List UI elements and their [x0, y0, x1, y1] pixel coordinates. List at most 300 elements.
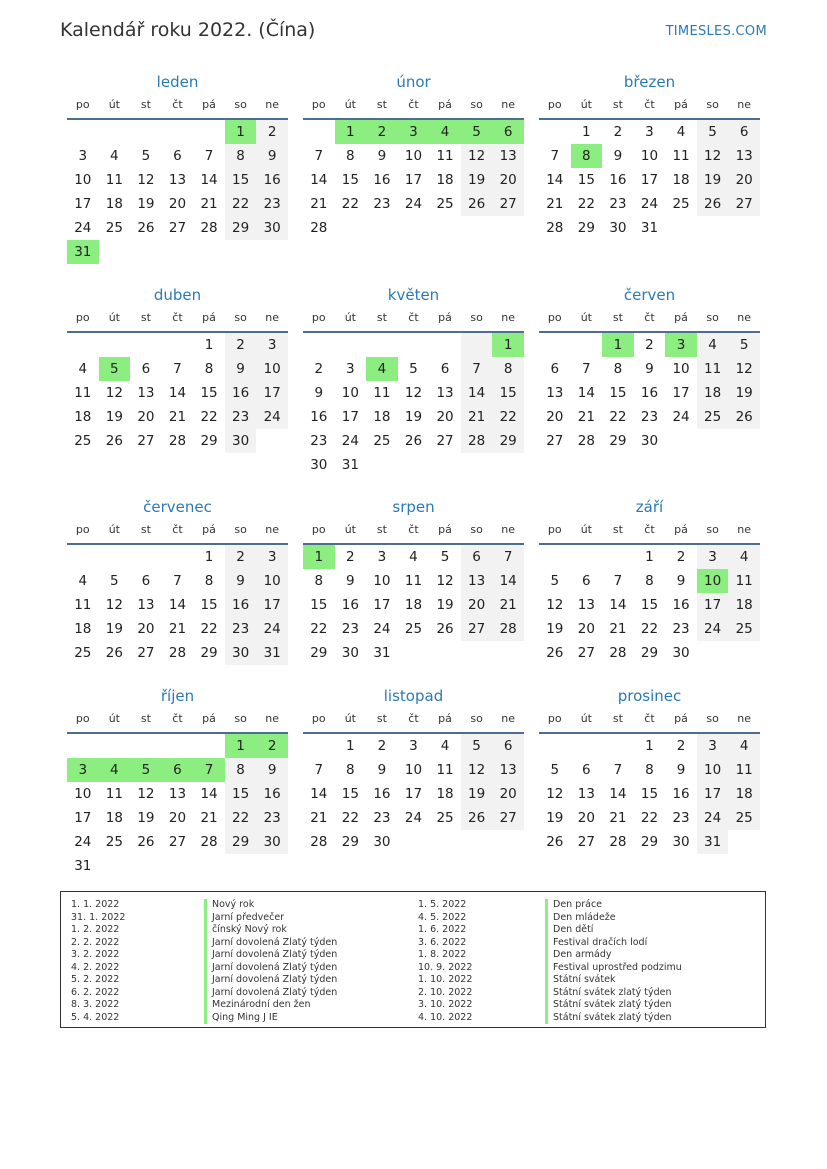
day-cell: 25	[105, 834, 123, 850]
empty-cell	[461, 641, 493, 665]
day-cell: 9	[346, 573, 355, 589]
day-cell: 28	[310, 220, 328, 236]
day-cell: 28	[609, 645, 627, 661]
day-cell: 16	[609, 172, 627, 188]
empty-cell	[193, 854, 225, 878]
weekday-header	[539, 517, 760, 545]
empty-cell	[335, 216, 367, 240]
day-cell: 17	[256, 593, 288, 617]
day-cell: 21	[168, 409, 187, 425]
day-cell: 4	[110, 148, 119, 164]
month-březen	[539, 72, 760, 240]
day-cell: 24	[404, 810, 423, 826]
day-cell: 26	[461, 192, 493, 216]
day-cell: 14	[609, 786, 627, 802]
empty-cell	[539, 734, 571, 758]
empty-cell	[193, 120, 225, 144]
holiday-legend	[60, 891, 766, 1028]
day-cell: 27	[461, 617, 493, 641]
day-cell: 13	[168, 172, 187, 188]
empty-cell	[99, 333, 131, 357]
legend-date: 4. 2. 2022	[71, 961, 120, 973]
day-cell: 12	[105, 385, 123, 401]
day-cell: 26	[137, 834, 155, 850]
day-cell: 2	[225, 333, 257, 357]
weekday-label: čt	[408, 311, 419, 324]
day-cell: 16	[256, 168, 288, 192]
day-cell: 21	[609, 810, 627, 826]
day-cell: 20	[577, 621, 595, 637]
weekday-label: čt	[408, 712, 419, 725]
day-cell: 7	[314, 762, 324, 778]
day-cell: 19	[436, 597, 454, 613]
day-cell: 8	[645, 762, 654, 778]
weekday-label: st	[612, 523, 623, 536]
day-cell: 8	[204, 573, 214, 589]
day-cell: 31	[256, 641, 288, 665]
day-cell: 6	[492, 734, 524, 758]
legend-holiday-name: Qing Ming J IE	[204, 1012, 337, 1025]
day-cell: 5	[99, 357, 131, 381]
month-name: červen	[623, 286, 676, 304]
empty-cell	[130, 734, 162, 758]
day-cell: 31	[697, 830, 729, 854]
day-cell: 15	[609, 385, 627, 401]
day-cell: 4	[409, 549, 418, 565]
weekday-label: so	[706, 712, 719, 725]
day-cell: 14	[577, 385, 595, 401]
weekday-label: po	[547, 523, 562, 536]
day-cell: 14	[492, 569, 524, 593]
day-cell: 3	[409, 738, 418, 754]
day-cell: 21	[546, 196, 564, 212]
weekday-header	[303, 92, 524, 120]
legend-date: 3. 2. 2022	[71, 949, 120, 960]
weekday-label: ne	[501, 712, 516, 725]
day-cell: 8	[645, 573, 654, 589]
day-cell: 7	[173, 361, 182, 377]
empty-cell	[398, 333, 430, 357]
day-cell: 5	[409, 361, 418, 377]
day-cell: 17	[404, 172, 423, 188]
month-prosinec	[539, 686, 760, 854]
day-cell: 3	[697, 734, 729, 758]
weekday-label: pá	[438, 311, 452, 324]
day-cell: 22	[577, 196, 595, 212]
day-cell: 1	[225, 734, 257, 758]
month-únor	[303, 72, 524, 240]
day-cell: 6	[440, 361, 450, 377]
day-cell: 2	[613, 124, 623, 140]
empty-cell	[162, 120, 194, 144]
day-cell: 8	[613, 361, 623, 377]
day-cell: 8	[225, 144, 257, 168]
day-cell: 24	[404, 196, 423, 212]
empty-cell	[99, 240, 131, 264]
weekday-label: út	[344, 98, 356, 111]
day-cell: 18	[436, 786, 454, 802]
day-cell: 20	[492, 782, 524, 806]
empty-cell	[492, 216, 524, 240]
month-duben	[67, 285, 288, 453]
day-cell: 13	[546, 385, 564, 401]
weekday-label: pá	[438, 98, 452, 111]
day-cell: 9	[613, 148, 623, 164]
day-cell: 26	[546, 645, 564, 661]
empty-cell	[461, 333, 493, 357]
day-cell: 9	[676, 573, 686, 589]
weekday-label: út	[580, 712, 592, 725]
day-cell: 18	[74, 409, 92, 425]
empty-cell	[728, 429, 760, 453]
day-cell: 25	[373, 433, 391, 449]
day-cell: 6	[173, 148, 182, 164]
day-cell: 27	[492, 192, 524, 216]
day-cell: 30	[640, 433, 659, 449]
day-cell: 8	[571, 144, 603, 168]
day-cell: 15	[200, 385, 218, 401]
day-cell: 18	[404, 597, 423, 613]
day-cell: 22	[492, 405, 524, 429]
brand-link[interactable]: TIMESLES.COM	[665, 24, 767, 39]
day-cell: 7	[461, 357, 493, 381]
legend-date: 1. 10. 2022	[418, 974, 473, 985]
empty-cell	[256, 429, 288, 453]
month-červenec	[67, 497, 288, 665]
day-cell: 21	[461, 405, 493, 429]
weekday-label: ne	[501, 311, 516, 324]
legend-dates-left	[71, 899, 125, 1024]
day-cell: 14	[310, 786, 328, 802]
day-cell: 7	[613, 762, 623, 778]
weekday-label: st	[140, 98, 151, 111]
day-cell: 10	[256, 569, 288, 593]
day-cell: 1	[645, 738, 654, 754]
day-cell: 22	[341, 810, 359, 826]
day-cell: 11	[373, 385, 391, 401]
weekday-label: so	[234, 523, 247, 536]
day-cell: 10	[697, 569, 729, 593]
day-cell: 22	[225, 806, 257, 830]
day-cell: 11	[404, 573, 423, 589]
day-cell: 6	[550, 361, 560, 377]
day-cell: 24	[256, 617, 288, 641]
day-cell: 9	[377, 762, 387, 778]
day-cell: 12	[697, 144, 729, 168]
weekday-label: ne	[737, 98, 752, 111]
day-grid	[67, 545, 288, 665]
day-cell: 15	[341, 172, 359, 188]
day-cell: 28	[310, 834, 328, 850]
day-cell: 9	[256, 144, 288, 168]
day-cell: 19	[461, 782, 493, 806]
weekday-label: so	[470, 712, 483, 725]
day-cell: 18	[697, 381, 729, 405]
legend-holiday-name: čínský Nový rok	[204, 924, 337, 937]
day-cell: 22	[640, 810, 659, 826]
day-cell: 27	[137, 433, 155, 449]
empty-cell	[366, 216, 398, 240]
weekday-label: čt	[644, 98, 655, 111]
weekday-label: st	[612, 311, 623, 324]
empty-cell	[697, 429, 729, 453]
day-cell: 29	[310, 645, 328, 661]
day-cell: 21	[168, 621, 187, 637]
day-cell: 15	[225, 782, 257, 806]
day-cell: 25	[404, 621, 423, 637]
empty-cell	[162, 240, 194, 264]
day-cell: 27	[436, 433, 454, 449]
day-cell: 27	[137, 645, 155, 661]
empty-cell	[67, 120, 99, 144]
month-name: květen	[387, 286, 440, 304]
legend-date: 2. 2. 2022	[71, 936, 120, 948]
day-cell: 10	[256, 357, 288, 381]
weekday-label: st	[140, 523, 151, 536]
weekday-label: st	[140, 712, 151, 725]
day-cell: 4	[366, 357, 398, 381]
weekday-header	[67, 706, 288, 734]
day-cell: 11	[728, 569, 760, 593]
day-cell: 29	[200, 645, 218, 661]
legend-date: 3. 10. 2022	[418, 999, 473, 1010]
day-cell: 8	[204, 361, 214, 377]
empty-cell	[99, 854, 131, 878]
legend-date: 1. 8. 2022	[418, 949, 467, 960]
day-cell: 1	[225, 120, 257, 144]
day-cell: 19	[546, 810, 564, 826]
month-name: duben	[153, 286, 202, 304]
month-červen	[539, 285, 760, 453]
day-cell: 28	[609, 834, 627, 850]
day-cell: 13	[168, 786, 187, 802]
day-cell: 8	[225, 758, 257, 782]
day-cell: 17	[256, 381, 288, 405]
day-cell: 21	[609, 621, 627, 637]
day-cell: 2	[366, 120, 398, 144]
day-cell: 16	[225, 593, 257, 617]
weekday-label: st	[612, 98, 623, 111]
empty-cell	[130, 240, 162, 264]
legend-holiday-name: Jarní dovolená Zlatý týden	[204, 974, 337, 987]
day-cell: 12	[728, 357, 760, 381]
day-cell: 14	[168, 597, 187, 613]
day-cell: 14	[461, 381, 493, 405]
day-cell: 9	[314, 385, 324, 401]
empty-cell	[728, 216, 760, 240]
day-cell: 11	[697, 357, 729, 381]
day-cell: 19	[404, 409, 423, 425]
month-name: březen	[623, 73, 676, 91]
legend-date: 5. 2. 2022	[71, 974, 120, 985]
day-grid	[539, 545, 760, 665]
weekday-label: po	[75, 523, 90, 536]
day-cell: 29	[225, 216, 257, 240]
day-cell: 5	[440, 549, 450, 565]
empty-cell	[225, 854, 257, 878]
day-cell: 4	[440, 738, 450, 754]
weekday-label: so	[706, 311, 719, 324]
weekday-label: st	[140, 311, 151, 324]
day-cell: 25	[728, 806, 760, 830]
empty-cell	[256, 854, 288, 878]
day-cell: 10	[74, 786, 92, 802]
day-cell: 3	[256, 545, 288, 569]
day-cell: 4	[728, 734, 760, 758]
weekday-label: so	[234, 311, 247, 324]
day-cell: 6	[141, 361, 151, 377]
weekday-label: st	[376, 523, 387, 536]
legend-holiday-name: Státní svátek	[545, 974, 682, 987]
empty-cell	[366, 453, 398, 477]
day-cell: 26	[461, 806, 493, 830]
day-cell: 22	[310, 621, 328, 637]
day-cell: 1	[204, 337, 214, 353]
day-cell: 13	[577, 786, 595, 802]
weekday-label: pá	[202, 712, 216, 725]
day-cell: 24	[74, 220, 92, 236]
empty-cell	[602, 734, 634, 758]
day-cell: 28	[168, 433, 187, 449]
day-cell: 12	[436, 573, 454, 589]
legend-holiday-name: Den práce	[545, 899, 682, 912]
day-cell: 29	[640, 834, 659, 850]
day-cell: 24	[74, 834, 92, 850]
weekday-label: út	[580, 98, 592, 111]
day-cell: 3	[346, 361, 355, 377]
day-cell: 25	[672, 196, 690, 212]
day-cell: 26	[697, 192, 729, 216]
day-cell: 21	[577, 409, 595, 425]
page-title: Kalendář roku 2022. (Čína)	[60, 19, 316, 41]
day-cell: 27	[546, 433, 564, 449]
day-cell: 28	[200, 834, 218, 850]
day-cell: 20	[577, 810, 595, 826]
day-cell: 10	[640, 148, 659, 164]
day-cell: 23	[373, 810, 391, 826]
empty-cell	[539, 120, 571, 144]
day-cell: 30	[672, 834, 690, 850]
day-cell: 28	[546, 220, 564, 236]
day-cell: 23	[640, 409, 659, 425]
day-cell: 31	[74, 858, 92, 874]
day-cell: 20	[168, 196, 187, 212]
weekday-header	[539, 305, 760, 333]
legend-holiday-name: Den mládeže	[545, 912, 682, 925]
day-cell: 27	[577, 645, 595, 661]
day-cell: 2	[676, 738, 686, 754]
day-cell: 30	[225, 641, 257, 665]
empty-cell	[461, 216, 493, 240]
empty-cell	[665, 429, 697, 453]
day-cell: 23	[225, 405, 257, 429]
day-cell: 11	[672, 148, 690, 164]
day-cell: 25	[728, 617, 760, 641]
day-cell: 6	[728, 120, 760, 144]
day-cell: 28	[461, 429, 493, 453]
day-cell: 11	[105, 172, 123, 188]
weekday-label: ne	[501, 523, 516, 536]
day-cell: 23	[256, 192, 288, 216]
day-cell: 19	[546, 621, 564, 637]
day-cell: 21	[200, 196, 218, 212]
day-cell: 12	[546, 786, 564, 802]
legend-date: 31. 1. 2022	[71, 911, 126, 923]
day-cell: 18	[728, 782, 760, 806]
day-cell: 22	[225, 192, 257, 216]
day-cell: 14	[168, 385, 187, 401]
day-cell: 15	[492, 381, 524, 405]
day-cell: 27	[168, 220, 187, 236]
day-cell: 31	[67, 240, 99, 264]
legend-date: 10. 9. 2022	[418, 961, 473, 973]
weekday-label: čt	[408, 98, 419, 111]
empty-cell	[130, 545, 162, 569]
day-cell: 19	[728, 381, 760, 405]
legend-date: 1. 2. 2022	[71, 924, 120, 935]
empty-cell	[130, 333, 162, 357]
empty-cell	[67, 333, 99, 357]
day-cell: 21	[200, 810, 218, 826]
month-name: červenec	[143, 498, 212, 516]
day-cell: 13	[461, 569, 493, 593]
weekday-label: pá	[438, 712, 452, 725]
day-cell: 3	[645, 124, 654, 140]
day-cell: 25	[74, 645, 92, 661]
weekday-label: čt	[408, 523, 419, 536]
weekday-label: út	[108, 712, 120, 725]
day-cell: 25	[697, 405, 729, 429]
day-cell: 13	[492, 144, 524, 168]
legend-date: 2. 10. 2022	[418, 986, 473, 998]
day-cell: 18	[373, 409, 391, 425]
empty-cell	[162, 333, 194, 357]
legend-holiday-name: Jarní dovolená Zlatý týden	[204, 987, 337, 1000]
day-cell: 16	[672, 786, 690, 802]
day-cell: 21	[310, 810, 328, 826]
day-cell: 13	[577, 597, 595, 613]
day-cell: 30	[672, 645, 690, 661]
empty-cell	[335, 333, 367, 357]
weekday-label: čt	[644, 523, 655, 536]
empty-cell	[429, 830, 461, 854]
day-cell: 11	[74, 597, 92, 613]
weekday-label: ne	[265, 712, 280, 725]
weekday-label: pá	[674, 311, 688, 324]
empty-cell	[193, 734, 225, 758]
day-cell: 16	[256, 782, 288, 806]
day-cell: 15	[341, 786, 359, 802]
empty-cell	[539, 545, 571, 569]
legend-holiday-name: Mezinárodní den žen	[204, 999, 337, 1012]
day-cell: 12	[105, 597, 123, 613]
legend-date: 6. 2. 2022	[71, 986, 120, 998]
day-cell: 25	[436, 196, 454, 212]
empty-cell	[461, 830, 493, 854]
day-cell: 19	[105, 409, 123, 425]
day-cell: 23	[341, 621, 359, 637]
day-cell: 1	[346, 738, 355, 754]
weekday-label: po	[311, 311, 326, 324]
day-cell: 27	[728, 192, 760, 216]
legend-holiday-name: Jarní dovolená Zlatý týden	[204, 937, 337, 950]
day-cell: 25	[105, 220, 123, 236]
day-cell: 1	[303, 545, 335, 569]
weekday-label: ne	[737, 311, 752, 324]
day-cell: 16	[640, 385, 659, 401]
weekday-label: so	[706, 523, 719, 536]
weekday-label: po	[75, 712, 90, 725]
